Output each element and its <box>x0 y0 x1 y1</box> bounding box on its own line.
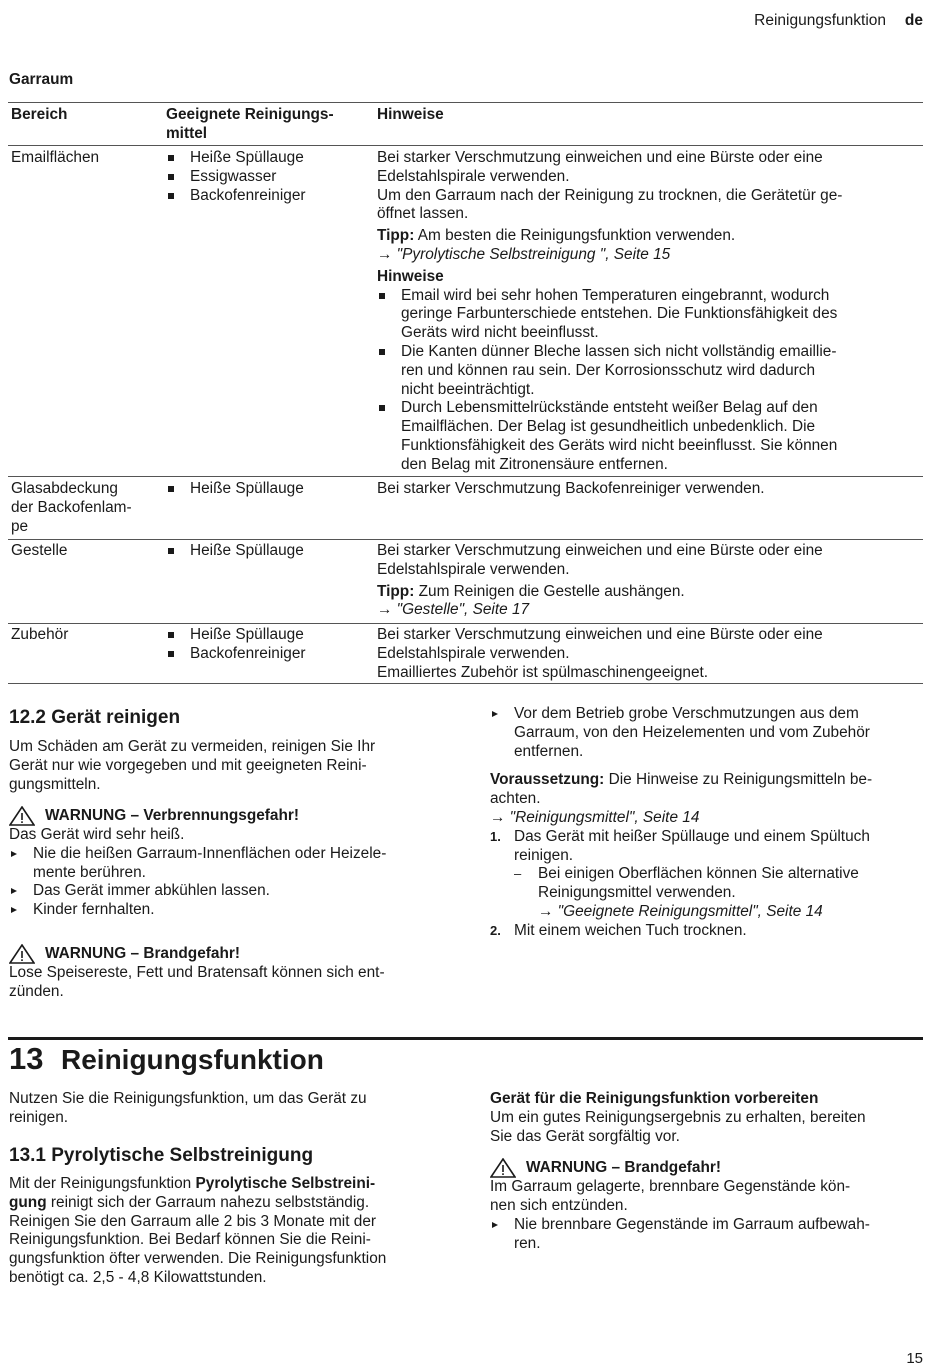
list-item: Essigwasser <box>166 168 306 187</box>
list-item: Nie die heißen Garraum-Innenflächen oder Heizele- mente berühren. <box>9 845 386 883</box>
row-agents <box>166 626 306 664</box>
step-item: 2. Mit einem weichen Tuch trocknen. <box>490 921 747 939</box>
warning-block-fire: WARNUNG – Brandgefahr! Lose Speisereste, Fett und Bratensaft können sich ent- zünden. <box>9 944 385 1000</box>
table-top-rule <box>8 102 923 103</box>
cross-reference-link[interactable]: → "Gestelle", Seite 17 <box>377 601 530 619</box>
table-header-rule <box>8 145 923 146</box>
step-item: 1. Das Gerät mit heißer Spüllauge und einem Spültuch reinigen. – Bei einigen Oberflächen können Sie alternative Reinigungsmittel verwenden. → "Geeignete Reinigungsmittel", Seite 14 <box>490 828 872 922</box>
prerequisite: Voraussetzung: Die Hinweise zu Reinigungsmitteln be- <box>490 771 873 789</box>
warning-title: WARNUNG – Verbrennungsgefahr! <box>9 806 386 826</box>
chapter-title: Reinigungsfunktion <box>61 1044 324 1075</box>
col-header-area: Bereich <box>11 106 68 123</box>
table-title: Garraum <box>9 71 74 88</box>
list-item: Vor dem Betrieb grobe Verschmutzungen aus dem Garraum, von den Heizelementen und vom Zubehör entfernen. <box>490 705 872 761</box>
row-divider <box>8 476 923 477</box>
hints-title: Hinweise <box>377 267 444 285</box>
running-header-section: Reinigungsfunktion <box>754 12 886 29</box>
table-bottom-rule <box>8 683 923 684</box>
list-item: Backofenreiniger <box>166 645 306 664</box>
chapter-rule <box>8 1037 923 1040</box>
row-notes: Bei starker Verschmutzung einweichen und eine Bürste oder eine Edelstahlspirale verwenden. Um den Garraum nach der Reinigung zu trocknen, die Gerätetür ge- öffnet lassen. Tipp: Am besten die Reinigungsfunktion verwenden. → "Pyrolytische Selbstreinigung ", Seite 15 Hinweise Email wird bei sehr hohen Temperaturen eingebrannt, wodurch geringe Farbunterschiede entstehen. Die Funktionsfähigkeit des Geräts wird nicht beeinflusst. Die Kanten dünner Bleche lassen sich nicht vollständig emaillie- ren und können rau sein. Der Korrosionsschutz wird dadurch nicht beeinträchtigt. Durch Lebensmittelrückstände entsteht weißer Belag auf den Emailflächen. Der Belag ist gesundheitlich unbedenklich. Die Funktionsfähigkeit des Geräts wird nicht beeinflusst. Sie können den Belag mit Zitronensäure entfernen. <box>377 149 843 473</box>
list-item: Backofenreiniger <box>166 187 306 206</box>
section-paragraph: Mit der Reinigungsfunktion Pyrolytische Selbstreini- gung reinigt sich der Garraum nahezu selbstständig. Reinigen Sie den Garraum alle 2 bis 3 Monate mit der Reinigungsfunktion. Bei Bedarf können Sie die Reini- gungsfunktion öfter verwenden. Die Reinigungsfunktion benötigt ca. 2,5 - 4,8 Kilowattstunden. <box>9 1175 387 1286</box>
section-intro: Um Schäden am Gerät zu vermeiden, reinigen Sie Ihr Gerät nur wie vorgegeben und mit geeigneten Reini- gungsmitteln. <box>9 738 376 793</box>
list-item: Durch Lebensmittelrückstände entsteht weißer Belag auf den Emailflächen. Der Belag ist gesundheitlich unbedenklich. Die Funktionsfähigkeit des Geräts wird nicht beeinflusst. Sie können den Belag mit Zitronensäure entfernen. <box>377 399 842 474</box>
list-item: Heiße Spüllauge <box>166 149 306 168</box>
list-item: Das Gerät immer abkühlen lassen. <box>9 882 386 901</box>
list-item: Kinder fernhalten. <box>9 901 386 920</box>
col-header-agents: Geeignete Reinigungs- mittel <box>166 106 334 142</box>
row-agents <box>166 542 304 561</box>
list-item: Die Kanten dünner Bleche lassen sich nicht vollständig emaillie- ren und können rau sein. Der Korrosionsschutz wird dadurch nicht beeinträchtigt. <box>377 343 842 399</box>
prep-block: Gerät für die Reinigungsfunktion vorbereiten Um ein gutes Reinigungsergebnis zu erhalten, bereiten Sie das Gerät sorgfältig vor. WARNUNG – Brandgefahr! Im Garraum gelagerte, brennbare Gegenstände kön- nen sich entzünden. Nie brennbare Gegenstände im Garraum aufbewah- ren. <box>490 1090 870 1252</box>
row-area: Emailflächen <box>11 149 100 166</box>
warning-triangle-icon <box>9 806 35 826</box>
tip-line: Tipp: Am besten die Reinigungsfunktion verwenden. <box>377 227 736 245</box>
list-item: Heiße Spüllauge <box>166 626 306 645</box>
section-right-column: Vor dem Betrieb grobe Verschmutzungen aus dem Garraum, von den Heizelementen und vom Zubehör entfernen. Voraussetzung: Die Hinweise zu Reinigungsmitteln be- achten. → "Reinigungsmittel", Seite 14 1. Das Gerät mit heißer Spüllauge und einem Spültuch reinigen. – Bei einigen Oberflächen können Sie alternative Reinigungsmittel verwenden. → "Geeignete Reinigungsmittel", Seite 14 2. Mit einem weichen Tuch trocknen. <box>490 705 873 939</box>
warning-title: WARNUNG – Brandgefahr! <box>9 944 385 964</box>
list-item: Heiße Spüllauge <box>166 542 304 561</box>
list-item: Nie brennbare Gegenstände im Garraum aufbewah- ren. <box>490 1216 870 1254</box>
warning-triangle-icon <box>9 944 35 964</box>
prep-title: Gerät für die Reinigungsfunktion vorbereiten <box>490 1090 819 1107</box>
section-heading-13-1: 13.1 Pyrolytische Selbstreinigung <box>9 1145 314 1166</box>
list-item: Heiße Spüllauge <box>166 480 304 499</box>
tip-line: Tipp: Zum Reinigen die Gestelle aushängen. <box>377 582 685 600</box>
chapter-intro: Nutzen Sie die Reinigungsfunktion, um das Gerät zu reinigen. <box>9 1090 367 1126</box>
row-agents <box>166 149 306 205</box>
page-number: 15 <box>906 1350 923 1367</box>
sub-step: – Bei einigen Oberflächen können Sie alternative Reinigungsmittel verwenden. → "Geeignete Reinigungsmittel", Seite 14 <box>514 865 872 921</box>
list-item: Email wird bei sehr hohen Temperaturen eingebrannt, wodurch geringe Farbunterschiede entstehen. Die Funktionsfähigkeit des Geräts wird nicht beeinflusst. <box>377 287 842 343</box>
row-area: Gestelle <box>11 542 68 559</box>
row-notes: Bei starker Verschmutzung einweichen und eine Bürste oder eine Edelstahlspirale verwenden. Tipp: Zum Reinigen die Gestelle aushängen. → "Gestelle", Seite 17 <box>377 542 823 619</box>
row-divider <box>8 539 923 540</box>
col-header-notes: Hinweise <box>377 106 444 123</box>
row-agents <box>166 480 304 499</box>
row-area: Glasabdeckung der Backofenlam- pe <box>11 480 132 535</box>
section-heading-12-2: 12.2 Gerät reinigen <box>9 707 181 728</box>
chapter-number: 13 <box>9 1041 44 1076</box>
cross-reference-link[interactable]: → "Reinigungsmittel", Seite 14 <box>490 808 700 826</box>
row-area: Zubehör <box>11 626 69 643</box>
cross-reference-link[interactable]: → "Pyrolytische Selbstreinigung ", Seite 15 <box>377 245 671 263</box>
row-notes: Bei starker Verschmutzung einweichen und eine Bürste oder eine Edelstahlspirale verwenden. Emailliertes Zubehör ist spülmaschinengeeignet. <box>377 626 823 681</box>
row-notes: Bei starker Verschmutzung Backofenreiniger verwenden. <box>377 480 765 497</box>
running-header-lang: de <box>904 12 923 29</box>
warning-block-burn: WARNUNG – Verbrennungsgefahr! Das Gerät wird sehr heiß. Nie die heißen Garraum-Innenflächen oder Heizele- mente berühren. Das Gerät immer abkühlen lassen. Kinder fernhalten. <box>9 806 387 919</box>
row-divider <box>8 623 923 624</box>
cross-reference-link[interactable]: → "Geeignete Reinigungsmittel", Seite 14 <box>538 902 823 920</box>
warning-title: WARNUNG – Brandgefahr! <box>490 1158 870 1178</box>
warning-triangle-icon <box>490 1158 516 1178</box>
